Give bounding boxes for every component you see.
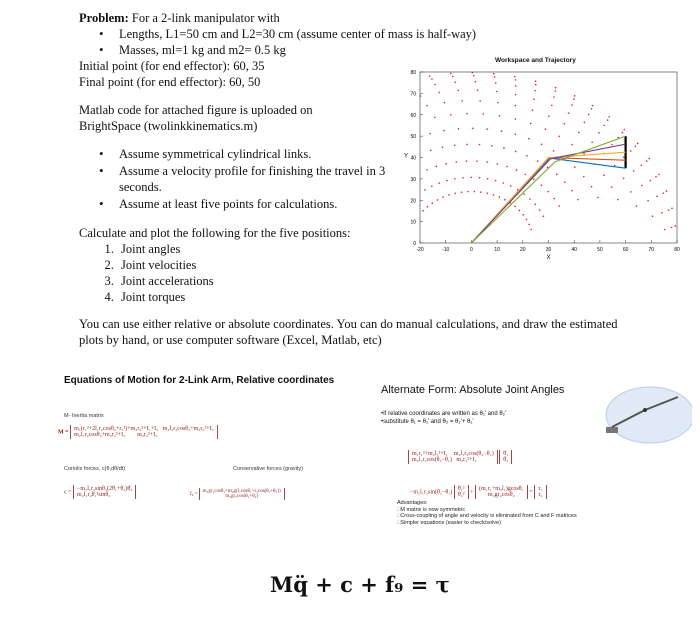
workspace-point — [597, 197, 599, 199]
workspace-point — [438, 92, 440, 94]
workspace-point — [506, 166, 508, 168]
workspace-point — [668, 209, 670, 211]
workspace-point — [671, 227, 673, 229]
alt-title: Alternate Form: Absolute Joint Angles — [381, 384, 565, 396]
advantages — [397, 500, 577, 526]
alt-f-row1: (m₁r₁+m₂l₁)gcosθ₁ — [478, 486, 524, 492]
coriolis-label: Coriolis forces, c(θ,dθ/dt) — [64, 466, 126, 472]
workspace-point — [603, 125, 605, 127]
note-paragraph: You can use either relative or absolute coordinates. You can do manual calculations, and draw the estimated plots by hand, or use computer software (Excel, Matlab, etc) — [79, 317, 618, 347]
problem-heading-rest: For a 2-link manipulator with — [128, 11, 280, 25]
workspace-point — [543, 215, 545, 217]
workspace-point — [571, 190, 573, 192]
matlab-line-1: Matlab code for attached figure is uploaded on — [79, 103, 313, 117]
y-tick-label: 50 — [410, 134, 416, 141]
calc-item: 2. Joint velocities — [117, 257, 499, 273]
workspace-point — [479, 144, 481, 146]
workspace-point — [535, 80, 537, 82]
workspace-point — [528, 224, 530, 226]
workspace-point — [656, 196, 658, 198]
workspace-point — [434, 116, 436, 118]
workspace-point — [479, 100, 481, 102]
workspace-point — [444, 102, 446, 104]
bullet-masses: • Masses, ml=1 kg and m2= 0.5 kg — [119, 42, 499, 58]
workspace-point — [515, 79, 517, 81]
workspace-point — [472, 128, 474, 130]
workspace-point — [564, 123, 566, 125]
workspace-point — [454, 144, 456, 146]
workspace-point — [437, 199, 439, 201]
workspace-point — [515, 105, 517, 107]
workspace-point — [479, 177, 481, 179]
workspace-point — [516, 169, 518, 171]
matlab-line-2: BrightSpace (twolinkkinematics.m) — [79, 119, 258, 133]
workspace-point — [528, 138, 530, 140]
assumption-item: • Assume symmetrical cylindrical links. — [119, 146, 409, 162]
workspace-point — [486, 128, 488, 130]
workspace-point — [466, 113, 468, 115]
problem-heading: Problem: — [79, 11, 129, 25]
workspace-chart — [392, 58, 682, 268]
workspace-point — [446, 180, 448, 182]
workspace-point — [636, 205, 638, 207]
workspace-point — [515, 151, 517, 153]
workspace-point — [592, 105, 594, 107]
workspace-point — [530, 123, 532, 125]
workspace-point — [497, 102, 499, 104]
workspace-point — [664, 229, 666, 231]
f-row1: m₁gr₁cosθ₁+m₂g(l₁cosθ₁+r₂cos(θ₁+θ₂)) — [202, 489, 281, 494]
workspace-point — [442, 146, 444, 148]
workspace-point — [491, 145, 493, 147]
workspace-point — [443, 130, 445, 132]
workspace-point — [647, 200, 649, 202]
workspace-point — [519, 210, 521, 212]
workspace-point — [630, 191, 632, 193]
workspace-point — [470, 177, 472, 179]
workspace-point — [426, 169, 428, 171]
workspace-point — [666, 190, 668, 192]
workspace-point — [424, 189, 426, 191]
workspace-point — [571, 144, 573, 146]
workspace-point — [573, 98, 575, 100]
workspace-point — [574, 166, 576, 168]
workspace-point — [646, 160, 648, 162]
workspace-point — [499, 196, 501, 198]
workspace-point — [445, 163, 447, 165]
f-row2: m₂gr₂cos(θ₁+θ₂) — [225, 494, 258, 499]
alt-c-row1: −m₂l₁r₂sin(θ₂−θ₁) — [410, 489, 453, 496]
workspace-point — [584, 122, 586, 124]
workspace-point — [429, 133, 431, 135]
advantage-item: □ M matrix is now symmetric — [397, 507, 577, 514]
workspace-point — [429, 75, 431, 77]
workspace-point — [535, 84, 537, 86]
workspace-point — [503, 182, 505, 184]
workspace-point — [486, 192, 488, 194]
workspace-point — [611, 144, 613, 146]
inertia-matrix — [58, 425, 218, 439]
workspace-point — [591, 108, 593, 110]
workspace-point — [496, 163, 498, 165]
workspace-point — [477, 89, 479, 91]
workspace-point — [456, 161, 458, 163]
workspace-point — [661, 212, 663, 214]
x-tick-label: 50 — [597, 247, 603, 253]
workspace-point — [466, 160, 468, 162]
workspace-point — [541, 184, 543, 186]
workspace-point — [436, 166, 438, 168]
workspace-point — [454, 81, 456, 83]
alt-accel-vector: θ̈₁ θ̈₂ — [499, 450, 512, 464]
f-symbol: f₉ = — [190, 492, 198, 498]
alt-item: • substitute θ₁ = θ₁' and θ₂ = θ₂'+ θ₁' — [381, 418, 591, 426]
y-tick-label: 40 — [410, 155, 416, 162]
y-tick-label: 0 — [413, 241, 416, 247]
calc-item: 1. Joint angles — [117, 241, 499, 257]
chart-title: Workspace and Trajectory — [495, 57, 576, 64]
workspace-point — [541, 143, 543, 145]
workspace-point — [529, 198, 531, 200]
main-equation: Mq̈ + c + f₉ = τ — [270, 572, 450, 597]
workspace-point — [483, 113, 485, 115]
workspace-point — [426, 105, 428, 107]
m-row2a: m₂l₁r₂cosθ₂+m₂r₂²+I₂ — [74, 432, 126, 438]
workspace-point — [652, 215, 654, 217]
workspace-point — [641, 185, 643, 187]
workspace-point — [525, 174, 527, 176]
workspace-point — [630, 150, 632, 152]
alt-m-row2a: m₂l₁r₂cos(θ₂−θ₁) — [412, 457, 452, 463]
alt-item: • If relative coordinates are written as θ₁' and θ₂' — [381, 410, 591, 418]
calc-item: 4. Joint torques — [117, 289, 499, 305]
workspace-point — [458, 128, 460, 130]
workspace-point — [461, 191, 463, 193]
workspace-point — [420, 95, 422, 97]
workspace-point — [623, 177, 625, 179]
x-tick-label: 60 — [622, 247, 629, 253]
workspace-point — [530, 229, 532, 231]
assumptions-list — [79, 146, 409, 212]
workspace-point — [495, 180, 497, 182]
workspace-point — [526, 155, 528, 157]
workspace-point — [617, 199, 619, 201]
workspace-point — [427, 206, 429, 208]
m-row1b: m₂l₁r₂cosθ₂+m₂r₂²+I₂ — [162, 426, 214, 432]
workspace-point — [551, 105, 553, 107]
workspace-point — [577, 199, 579, 201]
final-point: Final point (for end effector): 60, 50 — [79, 75, 261, 89]
workspace-point — [649, 180, 651, 182]
workspace-point — [452, 76, 454, 78]
m-row1a: m₁(r₁²+2l₁r₂cosθ₂+r₂²)+m₂r₂²+I₁+I₂ — [74, 426, 159, 432]
workspace-point — [450, 114, 452, 116]
workspace-point — [622, 132, 624, 134]
m-row2b: m₂r₂²+I₂ — [137, 432, 158, 438]
x-tick-label: 0 — [470, 247, 473, 253]
workspace-point — [574, 95, 576, 97]
conservative-label: Conservative forces (gravity) — [233, 466, 303, 472]
workspace-point — [434, 84, 436, 86]
workspace-point — [430, 149, 432, 151]
alt-list — [381, 410, 591, 426]
workspace-point — [454, 178, 456, 180]
workspace-point — [598, 132, 600, 134]
workspace-point — [583, 153, 585, 155]
x-axis-label: X — [546, 255, 551, 261]
workspace-point — [472, 72, 474, 74]
workspace-point — [568, 112, 570, 114]
workspace-point — [461, 100, 463, 102]
workspace-point — [499, 115, 501, 117]
initial-point: Initial point (for end effector): 60, 35 — [79, 59, 265, 73]
workspace-point — [466, 144, 468, 146]
workspace-point — [493, 73, 495, 75]
c-symbol: c = — [64, 489, 72, 496]
link-configuration — [471, 152, 625, 243]
workspace-point — [467, 191, 469, 193]
workspace-point — [658, 174, 660, 176]
workspace-point — [663, 192, 665, 194]
workspace-point — [454, 192, 456, 194]
inertia-label: M- Inertia matrix — [64, 413, 104, 419]
workspace-point — [515, 118, 517, 120]
y-tick-label: 60 — [410, 112, 416, 119]
workspace-point — [671, 208, 673, 210]
workspace-point — [564, 181, 566, 183]
workspace-point — [442, 196, 444, 198]
workspace-point — [578, 132, 580, 134]
advantage-item: □ Cross-coupling of angle and velocity is eliminated from C and F matrices — [397, 513, 577, 520]
workspace-point — [487, 178, 489, 180]
workspace-point — [515, 133, 517, 135]
assumption-item: • Assume at least five points for calculations. — [119, 196, 409, 212]
advantages-label: Advantages: — [397, 500, 428, 506]
alt-m-row1a: m₁r₁²+m₂l₁²+I₁ — [412, 451, 448, 457]
workspace-point — [522, 214, 524, 216]
y-tick-label: 70 — [410, 91, 416, 98]
workspace-point — [591, 142, 593, 144]
workspace-point — [523, 193, 525, 195]
x-tick-label: 10 — [494, 247, 500, 253]
workspace-point — [553, 150, 555, 152]
workspace-point — [533, 179, 535, 181]
problem-bullets — [79, 26, 499, 58]
workspace-point — [553, 198, 555, 200]
alt-f-row2: m₂gr₂cosθ₂ — [487, 492, 515, 498]
workspace-point — [641, 164, 643, 166]
workspace-point — [623, 129, 625, 131]
arm-sketch — [600, 385, 692, 445]
workspace-point — [614, 165, 616, 167]
workspace-point — [539, 209, 541, 211]
workspace-point — [603, 174, 605, 176]
workspace-point — [514, 206, 516, 208]
workspace-point — [556, 174, 558, 176]
calc-item: 3. Joint accelerations — [117, 273, 499, 289]
workspace-point — [450, 73, 452, 75]
x-tick-label: 30 — [545, 247, 552, 253]
workspace-point — [608, 116, 610, 118]
calc-intro: Calculate and plot the following for the five positions: — [79, 226, 351, 240]
y-tick-label: 20 — [410, 198, 416, 205]
alt-coriolis-gravity: −m₂l₁r₂sin(θ₂−θ₁) θ̇₁² θ̇₂² + (m₁r₁+m₂l₁)gcosθ₁ m₂gr₂cosθ₂ = τ₁ τ₂ — [410, 485, 547, 499]
workspace-point — [515, 94, 517, 96]
y-tick-label: 10 — [410, 219, 416, 226]
workspace-point — [534, 90, 536, 92]
workspace-point — [533, 98, 535, 100]
workspace-point — [494, 76, 496, 78]
workspace-point — [555, 87, 557, 89]
y-tick-label: 30 — [410, 176, 416, 183]
x-tick-label: 20 — [520, 247, 526, 253]
workspace-point — [503, 147, 505, 149]
workspace-point — [431, 185, 433, 187]
advantage-item: □ Simpler equations (easier to check/solve) — [397, 520, 577, 527]
workspace-point — [431, 202, 433, 204]
workspace-point — [534, 204, 536, 206]
workspace-point — [504, 199, 506, 201]
x-tick-label: 80 — [674, 247, 680, 253]
workspace-point — [476, 160, 478, 162]
alt-mass-matrix — [408, 450, 512, 464]
workspace-point — [457, 90, 459, 92]
workspace-point — [591, 186, 593, 188]
alt-m-row1b: m₂l₁r₂cos(θ₂−θ₁) — [453, 451, 494, 457]
workspace-point — [514, 76, 516, 78]
y-axis-label: Y — [403, 153, 409, 160]
workspace-point — [548, 115, 550, 117]
workspace-point — [537, 160, 539, 162]
workspace-point — [623, 156, 625, 158]
x-tick-label: 40 — [571, 247, 577, 253]
workspace-point — [480, 191, 482, 193]
gravity-vector — [190, 488, 285, 500]
link-configuration — [471, 158, 625, 243]
workspace-point — [486, 161, 488, 163]
workspace-point — [431, 78, 433, 80]
alt-m-row2b: m₂r₂²+I₂ — [456, 457, 477, 463]
eom-title: Equations of Motion for 2-Link Arm, Relative coordinates — [64, 375, 335, 386]
bullet-lengths: • Lengths, L1=50 cm and L2=30 cm (assume center of mass is half-way) — [119, 26, 499, 42]
workspace-point — [547, 191, 549, 193]
workspace-point — [473, 75, 475, 77]
c-row2: m₂l₁r₂θ̇₁²sinθ₂ — [77, 492, 111, 498]
workspace-point — [559, 205, 561, 207]
link-configuration — [471, 136, 625, 243]
workspace-point — [571, 104, 573, 106]
workspace-point — [633, 170, 635, 172]
c-row1: −m₂l₁r₂sinθ₂(2θ̇₁+θ̇₂)θ̇₂ — [77, 486, 133, 492]
workspace-point — [611, 186, 613, 188]
coriolis-vector — [64, 485, 136, 499]
workspace-point — [496, 91, 498, 93]
workspace-point — [493, 194, 495, 196]
workspace-point — [526, 219, 528, 221]
workspace-point — [637, 143, 639, 145]
workspace-point — [555, 90, 557, 92]
x-tick-label: -10 — [442, 247, 450, 253]
workspace-point — [515, 85, 517, 87]
workspace-point — [553, 96, 555, 98]
assumption-item: • Assume a velocity profile for finishing the travel in 3 seconds. — [119, 163, 409, 195]
workspace-point — [438, 182, 440, 184]
workspace-point — [635, 146, 637, 148]
workspace-point — [648, 158, 650, 160]
workspace-point — [475, 81, 477, 83]
workspace-point — [588, 114, 590, 116]
workspace-point — [545, 128, 547, 130]
workspace-point — [532, 109, 534, 111]
workspace-point — [607, 119, 609, 121]
workspace-point — [510, 185, 512, 187]
link-configuration — [471, 158, 625, 243]
workspace-point — [462, 177, 464, 179]
workspace-point — [422, 210, 424, 212]
workspace-point — [495, 82, 497, 84]
workspace-point — [474, 191, 476, 193]
m-symbol: M = — [58, 429, 69, 436]
problem-statement — [79, 10, 499, 26]
workspace-point — [501, 130, 503, 132]
y-tick-label: 80 — [410, 70, 416, 76]
workspace-point — [655, 176, 657, 178]
workspace-point — [558, 135, 560, 137]
workspace-point — [674, 225, 676, 227]
x-tick-label: -20 — [416, 247, 424, 253]
x-tick-label: 70 — [648, 247, 655, 253]
workspace-point — [583, 176, 585, 178]
workspace-point — [448, 194, 450, 196]
